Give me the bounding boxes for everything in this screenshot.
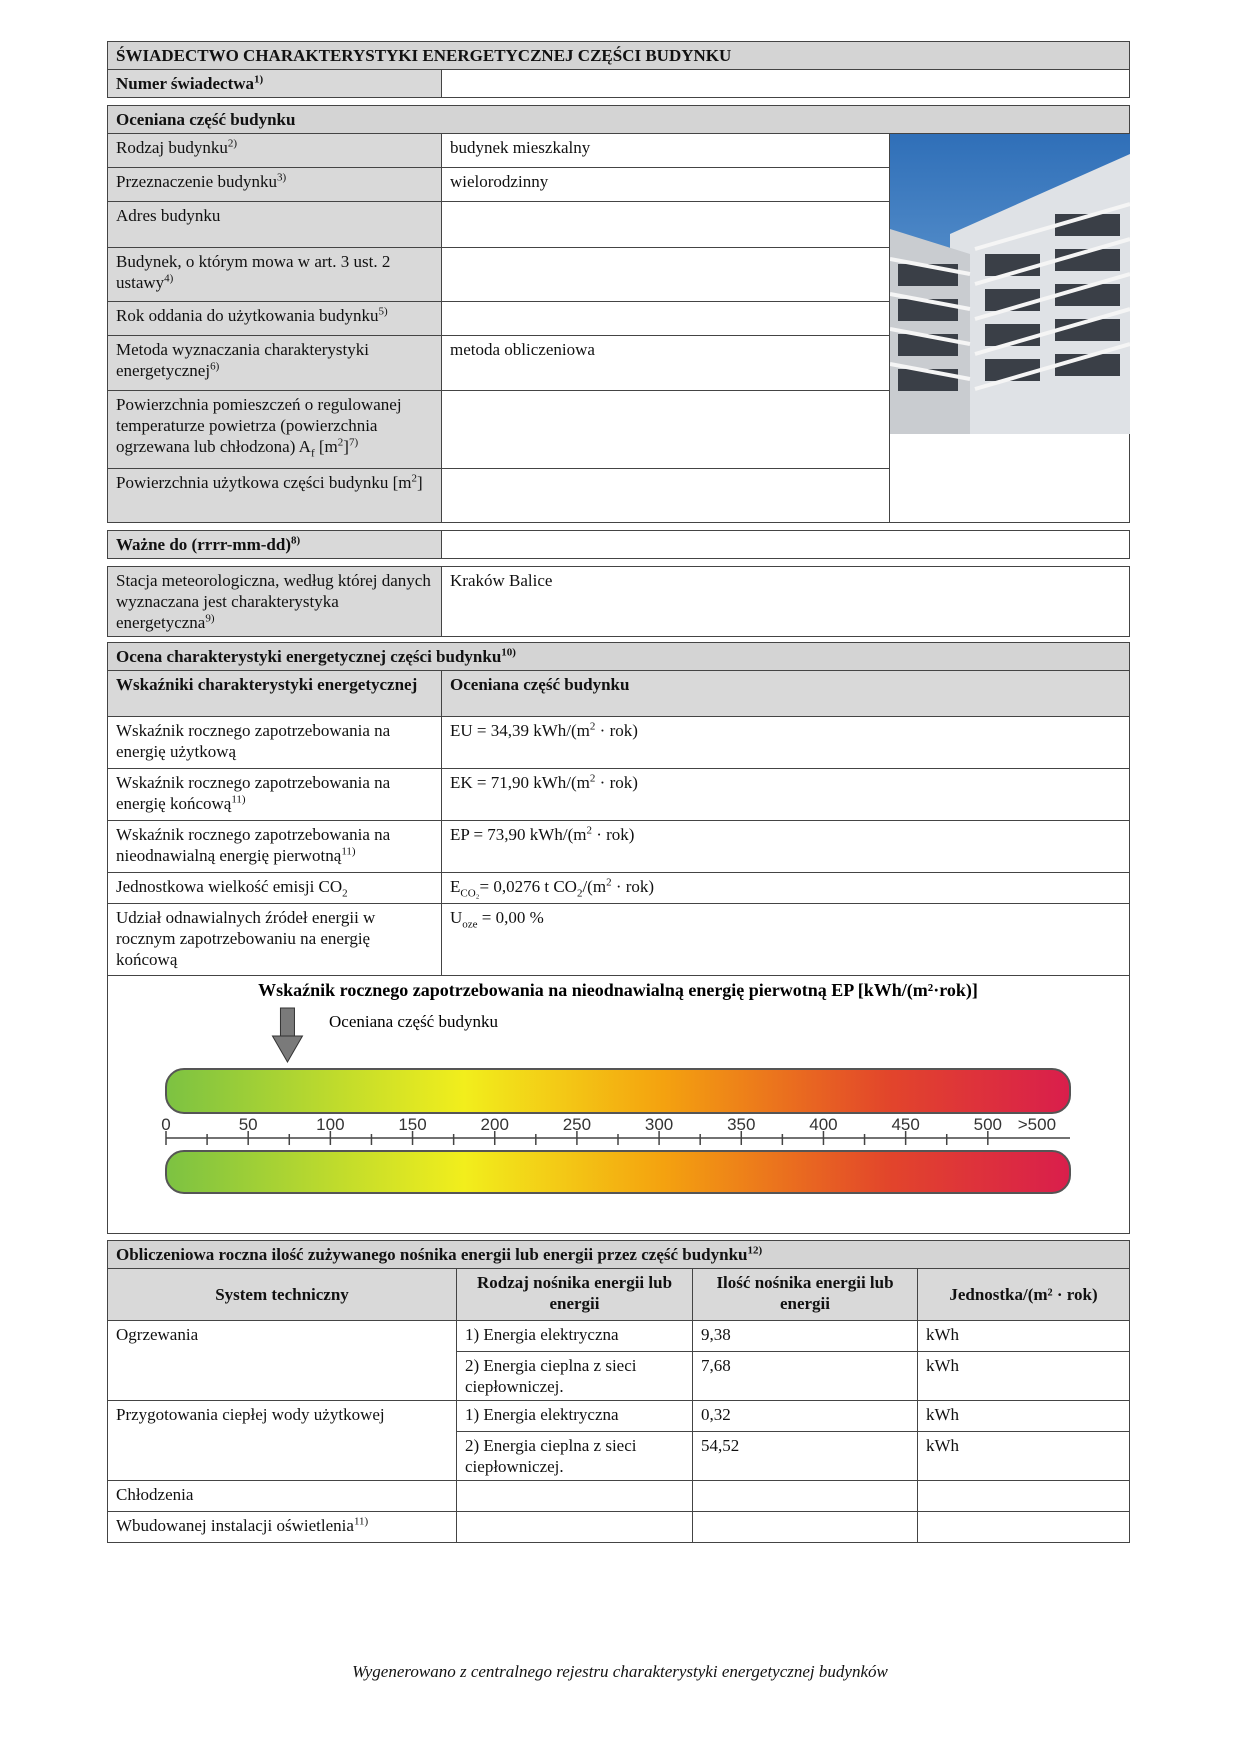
building-table xyxy=(107,105,1130,523)
station-value: Kraków Balice xyxy=(442,567,1130,637)
scale-tick-label: 400 xyxy=(809,1115,838,1134)
scale-bar-top xyxy=(166,1069,1070,1113)
table-row-amount: 7,68 xyxy=(693,1352,918,1401)
scale-tick-label: 100 xyxy=(316,1115,345,1134)
oze-label: Udział odnawialnych źródeł energii w rocznym zapotrzebowaniu na energię końcową xyxy=(108,904,442,976)
assessed-part-header: Oceniana część budynku xyxy=(442,671,1130,717)
heated-area-label: Powierzchnia pomieszczeń o regulowanej temperaturze powietrza (powierzchnia ogrzewana lub chłodzona) $A_f$ $[m^2]^{7)}$ xyxy=(108,391,442,469)
eu-value: EU = 34,39 kWh/$(m^2 \cdot rok)$ xyxy=(442,717,1130,769)
table-row-amount: 0,32 xyxy=(693,1401,918,1432)
building-art3-value xyxy=(442,248,890,302)
system-heating: Ogrzewania xyxy=(108,1321,457,1401)
scale-tick-label: 200 xyxy=(480,1115,509,1134)
heated-area-value xyxy=(442,391,890,469)
scale-tick-label: 50 xyxy=(238,1115,258,1134)
scale-marker-arrow-icon xyxy=(272,1008,302,1062)
scale-title: Wskaźnik rocznego zapotrzebowania na nieodnawialną energię pierwotną EP [kWh/(m²·rok)] xyxy=(258,980,978,1000)
system-dhw: Przygotowania ciepłej wody użytkowej xyxy=(108,1401,457,1481)
table-row-amount: 54,52 xyxy=(693,1432,918,1481)
building-address-label: Adres budynku xyxy=(108,202,442,248)
scale-marker-label: Oceniana część budynku xyxy=(329,1012,498,1031)
assessment-heading: Ocena charakterystyki energetycznej części budynku$^{10)}$ xyxy=(108,643,1130,671)
oze-value: $U_{oze} = 0,00$ % xyxy=(442,904,1130,976)
method-value: metoda obliczeniowa xyxy=(442,336,890,391)
scale-tick-label: 300 xyxy=(644,1115,674,1134)
table-row-carrier: 2) Energia cieplna z sieci ciepłowniczej. xyxy=(457,1352,693,1401)
scale-tick-label: 250 xyxy=(562,1115,592,1134)
ep-scale xyxy=(108,976,1130,1234)
usable-area-label: Powierzchnia użytkowa części budynku $[m^2]$ xyxy=(108,469,442,523)
usable-area-value xyxy=(442,469,890,523)
table-row-unit: kWh xyxy=(918,1432,1130,1481)
col-amount: Ilość nośnika energii lub energii xyxy=(693,1269,918,1321)
ep-scale-graphic xyxy=(108,976,1129,1228)
scale-tick-label: >500 xyxy=(1017,1115,1057,1134)
usage-table xyxy=(107,1240,1130,1543)
certificate xyxy=(107,41,1130,1543)
co2-value: $E_{CO_2}= 0,0276$ t $CO_2/(m^2 \cdot rok)$ xyxy=(442,873,1130,904)
table-row-carrier: 1) Energia elektryczna xyxy=(457,1321,693,1352)
valid-until-value xyxy=(442,531,1130,559)
valid-until-table xyxy=(107,530,1130,559)
scale-bar-bottom xyxy=(166,1151,1070,1193)
co2-label: Jednostkowa wielkość emisji $CO_2$ xyxy=(108,873,442,904)
station-table xyxy=(107,566,1130,637)
building-type-label: Rodzaj budynku$^{2)}$ xyxy=(108,134,442,168)
document-title: ŚWIADECTWO CHARAKTERYSTYKI ENERGETYCZNEJ CZĘŚCI BUDYNKU xyxy=(108,42,1130,70)
col-unit: Jednostka/(m² · rok) xyxy=(918,1269,1130,1321)
table-row-carrier: 1) Energia elektryczna xyxy=(457,1401,693,1432)
assessment-table xyxy=(107,642,1130,1234)
building-purpose-value: wielorodzinny xyxy=(442,168,890,202)
ek-value: EK = 71,90 kWh/$(m^2 \cdot rok)$ xyxy=(442,769,1130,821)
system-lighting: Wbudowanej instalacji oświetlenia$^{11)}$ xyxy=(108,1512,457,1543)
table-row-unit: kWh xyxy=(918,1352,1130,1401)
header-table xyxy=(107,41,1130,98)
cert-number-label: Numer świadectwa$^{1)}$ xyxy=(108,70,442,98)
col-carrier: Rodzaj nośnika energii lub energii xyxy=(457,1269,693,1321)
building-address-value xyxy=(442,202,890,248)
building-photo xyxy=(890,134,1130,523)
table-row-unit: kWh xyxy=(918,1401,1130,1432)
usage-heading: Obliczeniowa roczna ilość zużywanego nośnika energii lub energii przez część budynku$^{12)}$ xyxy=(108,1241,1130,1269)
building-year-value xyxy=(442,302,890,336)
footer-note: Wygenerowano z centralnego rejestru charakterystyki energetycznej budynków xyxy=(352,1662,888,1681)
ek-label: Wskaźnik rocznego zapotrzebowania na energię końcową$^{11)}$ xyxy=(108,769,442,821)
ep-value: EP = 73,90 kWh/$(m^2 \cdot rok)$ xyxy=(442,821,1130,873)
building-type-value: budynek mieszkalny xyxy=(442,134,890,168)
system-cooling: Chłodzenia xyxy=(108,1481,457,1512)
ep-label: Wskaźnik rocznego zapotrzebowania na nieodnawialną energię pierwotną$^{11)}$ xyxy=(108,821,442,873)
scale-tick-label: 500 xyxy=(973,1115,1003,1134)
building-section-heading: Oceniana część budynku xyxy=(108,106,1130,134)
station-label: Stacja meteorologiczna, według której danych wyznaczana jest charakterystyka energetyczna$^{9)}$ xyxy=(108,567,442,637)
building-art3-label: Budynek, o którym mowa w art. 3 ust. 2 ustawy$^{4)}$ xyxy=(108,248,442,302)
table-row-amount: 9,38 xyxy=(693,1321,918,1352)
scale-tick-label: 150 xyxy=(398,1115,427,1134)
method-label: Metoda wyznaczania charakterystyki energetycznej$^{6)}$ xyxy=(108,336,442,391)
building-photo-image xyxy=(890,134,1130,434)
building-year-label: Rok oddania do użytkowania budynku$^{5)}$ xyxy=(108,302,442,336)
scale-tick-label: 350 xyxy=(727,1115,756,1134)
scale-tick-label: 0 xyxy=(161,1115,171,1134)
indicators-header: Wskaźniki charakterystyki energetycznej xyxy=(108,671,442,717)
scale-tick-label: 450 xyxy=(891,1115,920,1134)
building-purpose-label: Przeznaczenie budynku$^{3)}$ xyxy=(108,168,442,202)
col-system: System techniczny xyxy=(108,1269,457,1321)
scale-ticks xyxy=(161,1115,1056,1145)
eu-label: Wskaźnik rocznego zapotrzebowania na energię użytkową xyxy=(108,717,442,769)
cert-number-value xyxy=(442,70,1130,98)
table-row-carrier: 2) Energia cieplna z sieci ciepłowniczej. xyxy=(457,1432,693,1481)
valid-until-label: Ważne do (rrrr-mm-dd)$^{8)}$ xyxy=(108,531,442,559)
table-row-unit: kWh xyxy=(918,1321,1130,1352)
